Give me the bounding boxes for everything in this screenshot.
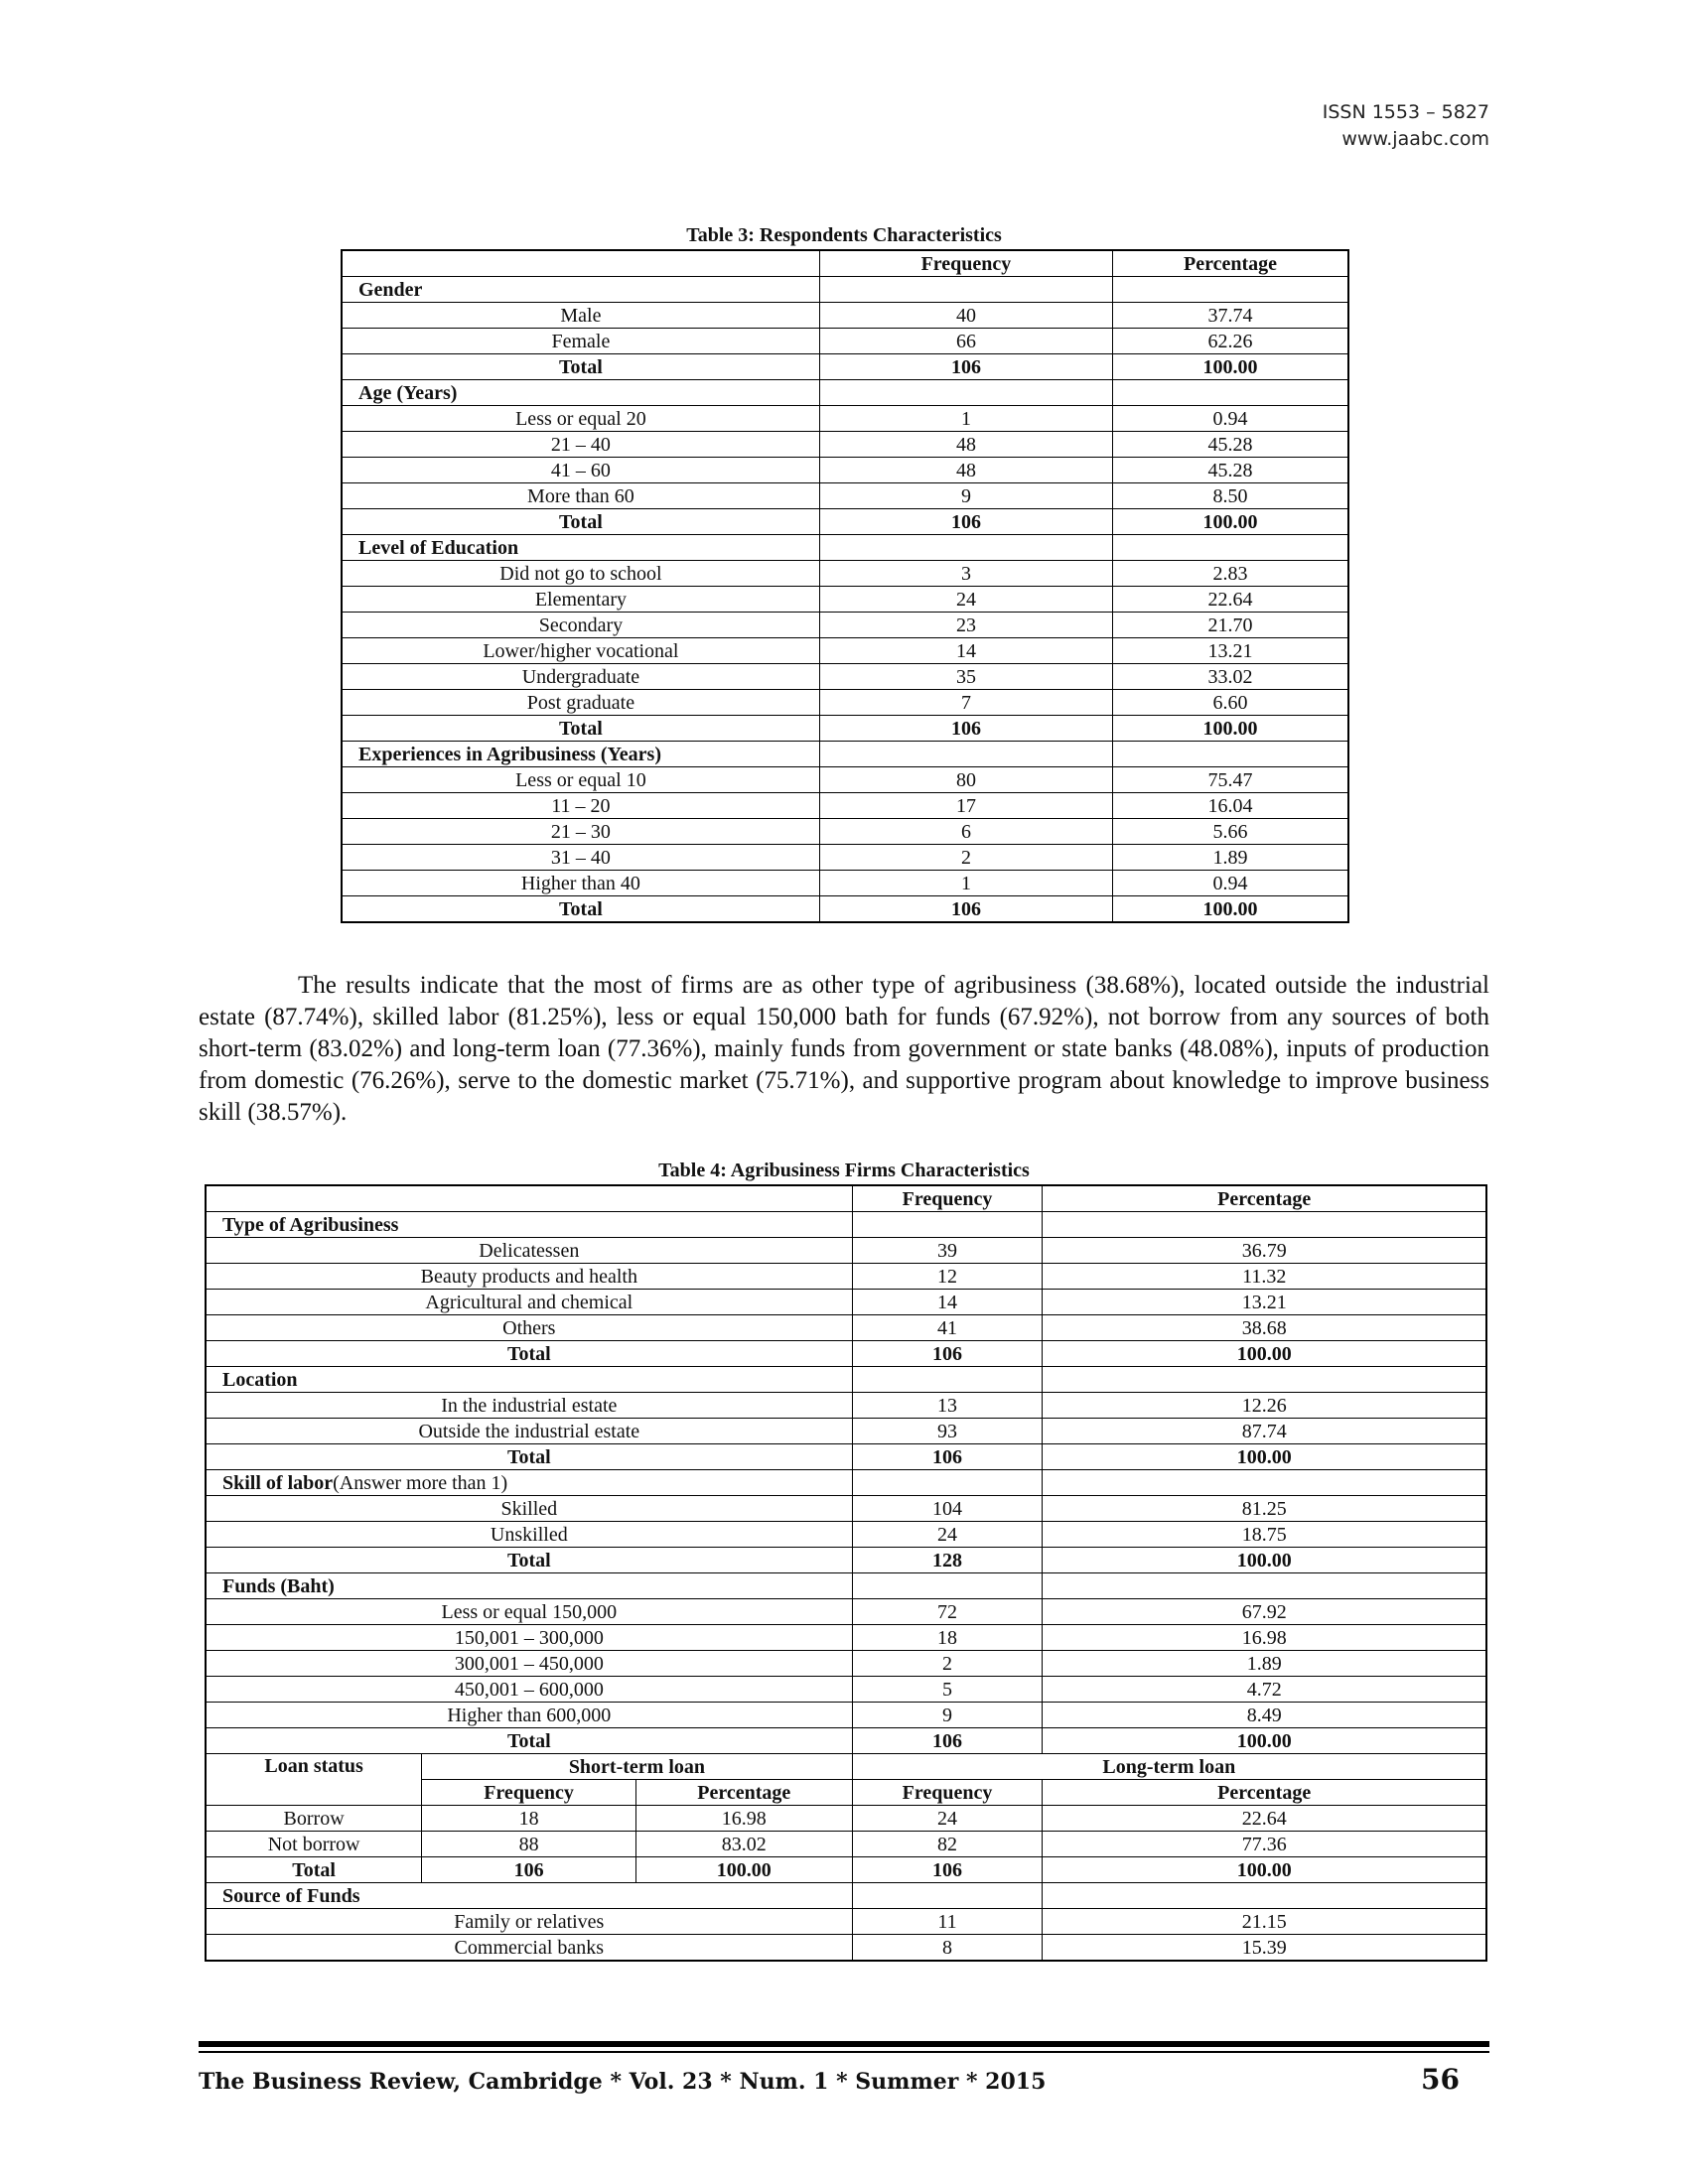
table4-col-frequency: Frequency [852, 1185, 1043, 1212]
table3-row-label: Did not go to school [342, 561, 819, 587]
table3-row [342, 613, 1348, 638]
table4-row-label: 300,001 – 450,000 [206, 1651, 852, 1677]
table3-total-label: Total [342, 896, 819, 923]
table3-row-label: Secondary [342, 613, 819, 638]
table3-row-percentage: 13.21 [1113, 638, 1348, 664]
table4-row-percentage: 4.72 [1043, 1677, 1486, 1703]
table3-row-percentage: 37.74 [1113, 303, 1348, 329]
table3-row [342, 819, 1348, 845]
table3-total-label: Total [342, 716, 819, 742]
table3-row-frequency: 23 [819, 613, 1112, 638]
table3-row-frequency: 80 [819, 767, 1112, 793]
table3-row-label: 21 – 30 [342, 819, 819, 845]
short-term-frequency-header: Frequency [422, 1780, 636, 1806]
table3-row-frequency: 1 [819, 406, 1112, 432]
table4-empty-cell [852, 1883, 1043, 1909]
table3-row-label: Female [342, 329, 819, 354]
table3-row-frequency: 6 [819, 819, 1112, 845]
loan-total-row [206, 1857, 1486, 1883]
table4-section-title [206, 1470, 852, 1496]
table3-total-label: Total [342, 354, 819, 380]
table4-total-percentage: 100.00 [1043, 1728, 1486, 1754]
table4-row-frequency: 72 [852, 1599, 1043, 1625]
table3-section-row [342, 380, 1348, 406]
journal-citation: The Business Review, Cambridge * Vol. 23 * Num. 1 * Summer * 2015 [199, 2069, 1047, 2095]
table3-col-frequency: Frequency [819, 250, 1112, 277]
table4-row-frequency: 14 [852, 1290, 1043, 1315]
table4-row-percentage: 18.75 [1043, 1522, 1486, 1548]
table3-row-label: Male [342, 303, 819, 329]
loan-long-term-percentage: 77.36 [1043, 1832, 1486, 1857]
table3-row-label: Higher than 40 [342, 871, 819, 896]
table4-row [206, 1238, 1486, 1264]
source-of-funds-row [206, 1935, 1486, 1962]
table3-row-frequency: 35 [819, 664, 1112, 690]
table4-row-frequency: 93 [852, 1419, 1043, 1444]
table3-row-label: 11 – 20 [342, 793, 819, 819]
short-term-loan-header: Short-term loan [422, 1754, 852, 1780]
table3-empty-cell [1113, 742, 1348, 767]
table3-row [342, 587, 1348, 613]
table4-col-percentage: Percentage [1043, 1185, 1486, 1212]
table4-empty-cell [852, 1573, 1043, 1599]
page-footer [199, 2063, 1489, 2099]
table4-row-percentage: 36.79 [1043, 1238, 1486, 1264]
table4-row-frequency: 104 [852, 1496, 1043, 1522]
table3-row-percentage: 45.28 [1113, 458, 1348, 483]
loan-short-term-frequency: 18 [422, 1806, 636, 1832]
table4-row-label: Skilled [206, 1496, 852, 1522]
table4-total-label: Total [206, 1728, 852, 1754]
table3-row-percentage: 45.28 [1113, 432, 1348, 458]
table3-row-label: More than 60 [342, 483, 819, 509]
table4-row-percentage: 16.98 [1043, 1625, 1486, 1651]
source-of-funds-percentage: 15.39 [1043, 1935, 1486, 1962]
table4-total-percentage: 100.00 [1043, 1341, 1486, 1367]
table3-row-percentage: 62.26 [1113, 329, 1348, 354]
table4-row-percentage: 38.68 [1043, 1315, 1486, 1341]
table3-header-blank [342, 250, 819, 277]
table4-row-percentage: 11.32 [1043, 1264, 1486, 1290]
table3-row [342, 303, 1348, 329]
table4-row-percentage: 1.89 [1043, 1651, 1486, 1677]
table4-row-frequency: 41 [852, 1315, 1043, 1341]
source-of-funds-percentage: 21.15 [1043, 1909, 1486, 1935]
table3-header-row [342, 250, 1348, 277]
page-header [1323, 99, 1489, 153]
website: www.jaabc.com [1341, 128, 1489, 150]
table4-row-label: Beauty products and health [206, 1264, 852, 1290]
table3-row-percentage: 16.04 [1113, 793, 1348, 819]
table3-row-percentage: 22.64 [1113, 587, 1348, 613]
body-paragraph: The results indicate that the most of firms are as other type of agribusiness (38.68%), located outside the industrial estate (87.74%), skilled labor (81.25%), less or equal 150,000 bath for funds (67.92%), not borrow from any sources of both short-term (83.02%) and long-term loan (77.36%), mainly funds from government or state banks (48.08%), inputs of production from domestic (76.26%), serve to the domestic market (75.71%), and supportive program about knowledge to improve business skill (38.57%). [199, 972, 1489, 1126]
table4-total-frequency: 106 [852, 1444, 1043, 1470]
table4-row-percentage: 87.74 [1043, 1419, 1486, 1444]
table3-total-frequency: 106 [819, 896, 1112, 923]
table4-row-label: Less or equal 150,000 [206, 1599, 852, 1625]
loan-long-term-frequency: 106 [852, 1857, 1043, 1883]
short-term-percentage-header: Percentage [635, 1780, 852, 1806]
table4-caption: Table 4: Agribusiness Firms Characteristics [658, 1160, 1030, 1181]
table4-row-label: 450,001 – 600,000 [206, 1677, 852, 1703]
loan-short-term-frequency: 106 [422, 1857, 636, 1883]
loan-short-term-percentage: 16.98 [635, 1806, 852, 1832]
table4-row-frequency: 12 [852, 1264, 1043, 1290]
table4-total-row [206, 1341, 1486, 1367]
table4-total-row [206, 1548, 1486, 1573]
table3-row-frequency: 48 [819, 432, 1112, 458]
table4-empty-cell [852, 1367, 1043, 1393]
table4-section-row [206, 1212, 1486, 1238]
table3-row [342, 767, 1348, 793]
table4-row-label: 150,001 – 300,000 [206, 1625, 852, 1651]
issn: ISSN 1553 – 5827 [1322, 101, 1489, 123]
table4-row [206, 1599, 1486, 1625]
loan-short-term-percentage: 100.00 [635, 1857, 852, 1883]
table3-row-frequency: 7 [819, 690, 1112, 716]
table3-section-title: Level of Education [342, 535, 819, 561]
table4-total-frequency: 106 [852, 1341, 1043, 1367]
table3-row-frequency: 1 [819, 871, 1112, 896]
table3-total-percentage: 100.00 [1113, 896, 1348, 923]
table4-row-percentage: 81.25 [1043, 1496, 1486, 1522]
table3-row-label: 31 – 40 [342, 845, 819, 871]
table4-section-title-text: Location [222, 1368, 298, 1391]
table4-row [206, 1393, 1486, 1419]
table3-row [342, 871, 1348, 896]
table4-total-label: Total [206, 1444, 852, 1470]
table3-row-label: 21 – 40 [342, 432, 819, 458]
loan-short-term-frequency: 88 [422, 1832, 636, 1857]
loan-row-label: Not borrow [206, 1832, 422, 1857]
table4-section-title-text: Funds (Baht) [222, 1574, 335, 1597]
table4-header-blank [206, 1185, 852, 1212]
table3-row-label: 41 – 60 [342, 458, 819, 483]
table4-row-frequency: 24 [852, 1522, 1043, 1548]
table3-row-label: Lower/higher vocational [342, 638, 819, 664]
table4-total-frequency: 128 [852, 1548, 1043, 1573]
table3-row-frequency: 9 [819, 483, 1112, 509]
table3-row-label: Undergraduate [342, 664, 819, 690]
table3-col-percentage: Percentage [1113, 250, 1348, 277]
table3-empty-cell [1113, 277, 1348, 303]
loan-row [206, 1806, 1486, 1832]
table3-row-frequency: 3 [819, 561, 1112, 587]
table4-total-row [206, 1728, 1486, 1754]
source-of-funds-row [206, 1909, 1486, 1935]
loan-long-term-frequency: 24 [852, 1806, 1043, 1832]
table3-row-percentage: 2.83 [1113, 561, 1348, 587]
table3-section-row [342, 742, 1348, 767]
table4-row-percentage: 67.92 [1043, 1599, 1486, 1625]
source-of-funds-title: Source of Funds [206, 1883, 852, 1909]
table4-row-label: Outside the industrial estate [206, 1419, 852, 1444]
table4-row [206, 1264, 1486, 1290]
table3-row-frequency: 66 [819, 329, 1112, 354]
table4-total-label: Total [206, 1548, 852, 1573]
long-term-frequency-header: Frequency [852, 1780, 1043, 1806]
table3-row-percentage: 33.02 [1113, 664, 1348, 690]
table3-row-frequency: 24 [819, 587, 1112, 613]
table3-row-percentage: 6.60 [1113, 690, 1348, 716]
table4-section-row [206, 1573, 1486, 1599]
table3-row [342, 664, 1348, 690]
table4-row [206, 1496, 1486, 1522]
table4-row [206, 1290, 1486, 1315]
table3-row-percentage: 0.94 [1113, 871, 1348, 896]
table3-row-frequency: 40 [819, 303, 1112, 329]
table4-total-row [206, 1444, 1486, 1470]
table4-total-percentage: 100.00 [1043, 1444, 1486, 1470]
table3-row-frequency: 14 [819, 638, 1112, 664]
table4-row-frequency: 18 [852, 1625, 1043, 1651]
table3-row [342, 483, 1348, 509]
table3-row-frequency: 48 [819, 458, 1112, 483]
table4-row-frequency: 13 [852, 1393, 1043, 1419]
table3-empty-cell [819, 380, 1112, 406]
table4-section-title-text: Skill of labor [222, 1471, 334, 1494]
table3-total-frequency: 106 [819, 354, 1112, 380]
table4-section-title-text: Type of Agribusiness [222, 1213, 399, 1236]
table4-total-frequency: 106 [852, 1728, 1043, 1754]
loan-row-label: Borrow [206, 1806, 422, 1832]
table4-row-label: In the industrial estate [206, 1393, 852, 1419]
table3-empty-cell [1113, 535, 1348, 561]
table4-row-frequency: 5 [852, 1677, 1043, 1703]
table3-row [342, 793, 1348, 819]
table4-section-title [206, 1212, 852, 1238]
footer-rule [199, 2041, 1489, 2047]
table3-section-title: Age (Years) [342, 380, 819, 406]
table4-row-label: Higher than 600,000 [206, 1703, 852, 1728]
table3-caption: Table 3: Respondents Characteristics [686, 224, 1002, 246]
loan-long-term-percentage: 22.64 [1043, 1806, 1486, 1832]
table4 [205, 1184, 1487, 1962]
table3-row-frequency: 2 [819, 845, 1112, 871]
table3-row-percentage: 8.50 [1113, 483, 1348, 509]
table3-section-row [342, 277, 1348, 303]
table4-row [206, 1419, 1486, 1444]
table4-empty-cell [852, 1212, 1043, 1238]
table4-row [206, 1625, 1486, 1651]
table4-section-title [206, 1573, 852, 1599]
long-term-loan-header: Long-term loan [852, 1754, 1486, 1780]
table3-row-frequency: 17 [819, 793, 1112, 819]
table3-total-row [342, 896, 1348, 923]
table3-total-row [342, 509, 1348, 535]
table3-total-frequency: 106 [819, 716, 1112, 742]
loan-status-title: Loan status [206, 1754, 422, 1806]
table4-row [206, 1522, 1486, 1548]
table3-row-percentage: 5.66 [1113, 819, 1348, 845]
table4-row-frequency: 2 [852, 1651, 1043, 1677]
loan-long-term-percentage: 100.00 [1043, 1857, 1486, 1883]
table3-total-row [342, 716, 1348, 742]
table3-row [342, 690, 1348, 716]
table4-total-label: Total [206, 1341, 852, 1367]
table4-empty-cell [1043, 1883, 1486, 1909]
table4-row [206, 1315, 1486, 1341]
loan-row [206, 1832, 1486, 1857]
table4-row [206, 1651, 1486, 1677]
table3-empty-cell [819, 277, 1112, 303]
table3-empty-cell [819, 742, 1112, 767]
table4-empty-cell [1043, 1212, 1486, 1238]
table3-total-percentage: 100.00 [1113, 354, 1348, 380]
loan-short-term-percentage: 83.02 [635, 1832, 852, 1857]
long-term-percentage-header: Percentage [1043, 1780, 1486, 1806]
table4-section-row [206, 1470, 1486, 1496]
table3-row-percentage: 21.70 [1113, 613, 1348, 638]
table3 [341, 249, 1349, 923]
table3-row-percentage: 0.94 [1113, 406, 1348, 432]
table4-section-title-note: (Answer more than 1) [333, 1471, 508, 1494]
table4-row-percentage: 8.49 [1043, 1703, 1486, 1728]
page-number: 56 [1421, 2063, 1460, 2096]
table4-row-label: Unskilled [206, 1522, 852, 1548]
source-of-funds-section-row [206, 1883, 1486, 1909]
table4-row-label: Agricultural and chemical [206, 1290, 852, 1315]
table4-row [206, 1677, 1486, 1703]
table3-row-percentage: 1.89 [1113, 845, 1348, 871]
table3-row [342, 329, 1348, 354]
table3-total-percentage: 100.00 [1113, 716, 1348, 742]
table3-section-title: Gender [342, 277, 819, 303]
table4-header-row [206, 1185, 1486, 1212]
table4-row-frequency: 9 [852, 1703, 1043, 1728]
table3-row [342, 845, 1348, 871]
table4-empty-cell [1043, 1573, 1486, 1599]
table3-row-label: Post graduate [342, 690, 819, 716]
table3-empty-cell [819, 535, 1112, 561]
table3-row [342, 458, 1348, 483]
source-of-funds-label: Commercial banks [206, 1935, 852, 1962]
footer-rule-thin [199, 2051, 1489, 2053]
source-of-funds-label: Family or relatives [206, 1909, 852, 1935]
table3-total-percentage: 100.00 [1113, 509, 1348, 535]
table4-section-title [206, 1367, 852, 1393]
table4-empty-cell [852, 1470, 1043, 1496]
table3-row [342, 406, 1348, 432]
source-of-funds-frequency: 8 [852, 1935, 1043, 1962]
table4-row [206, 1703, 1486, 1728]
table3-row-percentage: 75.47 [1113, 767, 1348, 793]
table4-empty-cell [1043, 1470, 1486, 1496]
table3-row-label: Elementary [342, 587, 819, 613]
table4-row-frequency: 39 [852, 1238, 1043, 1264]
source-of-funds-frequency: 11 [852, 1909, 1043, 1935]
table3-empty-cell [1113, 380, 1348, 406]
table3-row [342, 432, 1348, 458]
table3-total-row [342, 354, 1348, 380]
loan-header-row [206, 1754, 1486, 1780]
table3-section-row [342, 535, 1348, 561]
table4-row-label: Others [206, 1315, 852, 1341]
table3-row [342, 638, 1348, 664]
table3-row-label: Less or equal 10 [342, 767, 819, 793]
table3-total-frequency: 106 [819, 509, 1112, 535]
table3-row [342, 561, 1348, 587]
table3-total-label: Total [342, 509, 819, 535]
table3-section-title: Experiences in Agribusiness (Years) [342, 742, 819, 767]
table4-total-percentage: 100.00 [1043, 1548, 1486, 1573]
table4-row-percentage: 12.26 [1043, 1393, 1486, 1419]
table4-row-label: Delicatessen [206, 1238, 852, 1264]
loan-row-label: Total [206, 1857, 422, 1883]
table4-empty-cell [1043, 1367, 1486, 1393]
loan-long-term-frequency: 82 [852, 1832, 1043, 1857]
table3-row-label: Less or equal 20 [342, 406, 819, 432]
table4-row-percentage: 13.21 [1043, 1290, 1486, 1315]
table4-section-row [206, 1367, 1486, 1393]
